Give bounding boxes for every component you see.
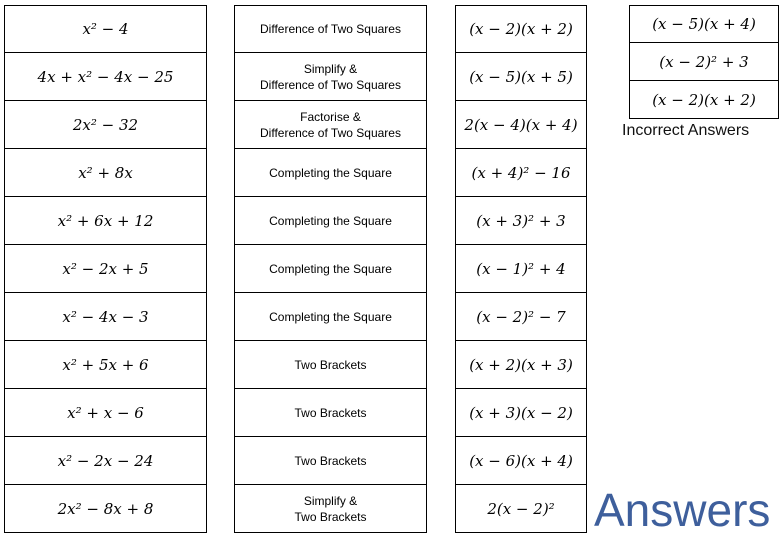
expression-text: x² + 8x bbox=[78, 163, 133, 182]
answer-text: (x + 3)(x − 2) bbox=[469, 403, 573, 422]
answer-text: 2(x − 4)(x + 4) bbox=[464, 115, 578, 134]
answer-card[interactable] bbox=[456, 293, 586, 341]
answer-text: 2(x − 2)² bbox=[487, 499, 555, 518]
answer-text: (x − 6)(x + 4) bbox=[469, 451, 573, 470]
answer-text: (x + 3)² + 3 bbox=[476, 211, 566, 230]
answer-text: (x − 2)² − 7 bbox=[476, 307, 566, 326]
method-column bbox=[234, 5, 427, 533]
expression-text: x² − 4x − 3 bbox=[62, 307, 149, 326]
method-text: Two Brackets bbox=[294, 405, 367, 420]
expression-text: x² + 6x + 12 bbox=[57, 211, 154, 230]
method-text: Difference of Two Squares bbox=[260, 22, 401, 36]
method-card[interactable] bbox=[235, 197, 426, 245]
expression-text: x² − 4 bbox=[82, 20, 129, 38]
expression-text: x² + 5x + 6 bbox=[62, 355, 149, 374]
expression-card[interactable] bbox=[5, 149, 206, 197]
answer-text: (x + 2)(x + 3) bbox=[469, 355, 573, 374]
method-text: Two Brackets bbox=[294, 357, 367, 372]
incorrect-answer-text: (x − 2)(x + 2) bbox=[652, 90, 756, 109]
answer-column bbox=[455, 5, 587, 533]
expression-card[interactable] bbox=[5, 389, 206, 437]
method-text: Completing the Square bbox=[269, 261, 392, 276]
incorrect-answer-text: (x − 5)(x + 4) bbox=[652, 15, 756, 33]
method-text: Completing the Square bbox=[269, 309, 392, 324]
method-card[interactable] bbox=[235, 53, 426, 101]
answer-text: (x − 1)² + 4 bbox=[476, 259, 566, 278]
incorrect-answers-column bbox=[629, 5, 779, 119]
method-text: Completing the Square bbox=[269, 165, 392, 180]
answer-card[interactable] bbox=[456, 197, 586, 245]
expression-card[interactable] bbox=[5, 197, 206, 245]
expression-card[interactable] bbox=[5, 245, 206, 293]
answer-card[interactable] bbox=[456, 5, 586, 53]
incorrect-answer-card[interactable] bbox=[630, 5, 778, 43]
expression-text: 4x + x² − 4x − 25 bbox=[37, 67, 174, 86]
answer-card[interactable] bbox=[456, 485, 586, 533]
method-card[interactable] bbox=[235, 293, 426, 341]
method-text: Completing the Square bbox=[269, 213, 392, 228]
method-card[interactable] bbox=[235, 437, 426, 485]
method-text: Factorise & Difference of Two Squares bbox=[260, 109, 401, 140]
incorrect-answers-title: Incorrect Answers bbox=[622, 122, 750, 139]
answer-text: (x + 4)² − 16 bbox=[471, 163, 571, 182]
method-card[interactable] bbox=[235, 245, 426, 293]
answer-text: (x − 5)(x + 5) bbox=[469, 67, 573, 86]
incorrect-answer-text: (x − 2)² + 3 bbox=[659, 52, 749, 71]
answer-card[interactable] bbox=[456, 389, 586, 437]
answer-card[interactable] bbox=[456, 341, 586, 389]
expression-card[interactable] bbox=[5, 293, 206, 341]
expression-card[interactable] bbox=[5, 341, 206, 389]
method-card[interactable] bbox=[235, 485, 426, 533]
expression-card[interactable] bbox=[5, 485, 206, 533]
answer-card[interactable] bbox=[456, 53, 586, 101]
expression-text: 2x² − 32 bbox=[72, 115, 139, 134]
expression-card[interactable] bbox=[5, 53, 206, 101]
expression-text: 2x² − 8x + 8 bbox=[57, 499, 154, 518]
incorrect-answer-card[interactable] bbox=[630, 81, 778, 119]
expression-text: x² − 2x − 24 bbox=[57, 451, 154, 470]
answer-card[interactable] bbox=[456, 245, 586, 293]
incorrect-answer-card[interactable] bbox=[630, 43, 778, 81]
expression-card[interactable] bbox=[5, 5, 206, 53]
expression-card[interactable] bbox=[5, 437, 206, 485]
expression-text: x² − 2x + 5 bbox=[62, 259, 149, 278]
method-card[interactable] bbox=[235, 389, 426, 437]
expression-text: x² + x − 6 bbox=[67, 403, 144, 422]
expression-column bbox=[4, 5, 207, 533]
method-card[interactable] bbox=[235, 149, 426, 197]
method-text: Two Brackets bbox=[294, 453, 367, 468]
method-card[interactable] bbox=[235, 341, 426, 389]
expression-card[interactable] bbox=[5, 101, 206, 149]
answer-card[interactable] bbox=[456, 149, 586, 197]
answers-title: Answers bbox=[594, 484, 771, 536]
method-card[interactable] bbox=[235, 101, 426, 149]
method-card[interactable] bbox=[235, 5, 426, 53]
answer-card[interactable] bbox=[456, 437, 586, 485]
answer-card[interactable] bbox=[456, 101, 586, 149]
method-text: Simplify & Two Brackets bbox=[294, 493, 367, 524]
method-text: Simplify & Difference of Two Squares bbox=[260, 61, 401, 92]
answer-text: (x − 2)(x + 2) bbox=[469, 20, 573, 38]
